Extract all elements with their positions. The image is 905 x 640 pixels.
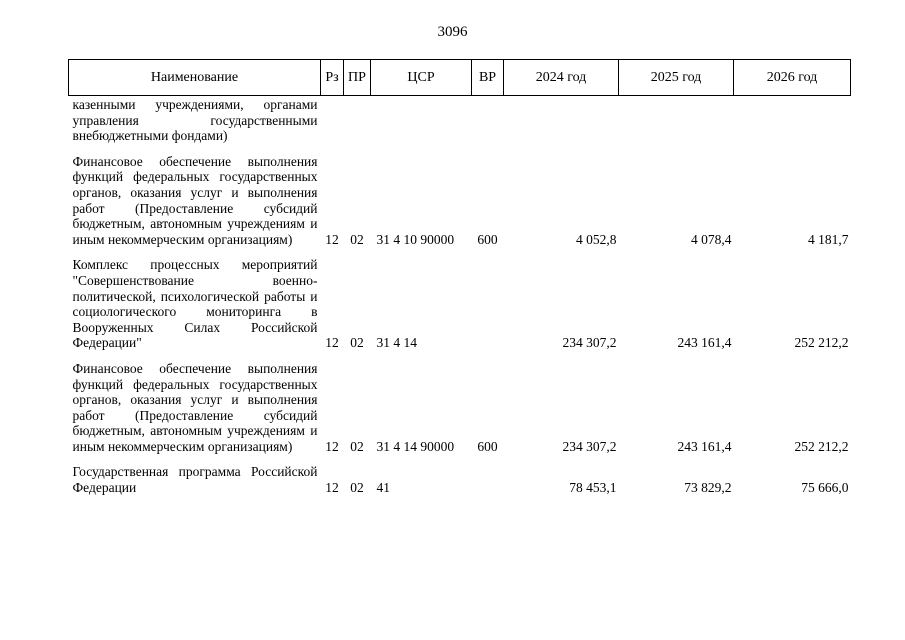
row-2025: 243 161,4 — [677, 438, 732, 454]
header-rz: Рз — [321, 60, 344, 96]
table-row — [69, 361, 851, 455]
row-2026: 75 666,0 — [801, 480, 849, 496]
row-pr: 02 — [350, 335, 364, 351]
row-pr: 02 — [350, 480, 364, 496]
table-row — [69, 464, 851, 495]
row-rz: 12 — [325, 231, 339, 247]
table-row — [69, 257, 851, 351]
row-rz: 12 — [325, 480, 339, 496]
budget-table — [68, 59, 851, 496]
row-2024: 234 307,2 — [562, 438, 617, 454]
row-vr — [472, 464, 504, 495]
row-2026: 4 181,7 — [808, 231, 849, 247]
row-2026 — [734, 96, 851, 144]
row-rz — [321, 96, 344, 144]
row-2024 — [504, 96, 619, 144]
header-2026: 2026 год — [734, 60, 851, 96]
row-vr: 600 — [477, 438, 498, 454]
row-csr: 31 4 10 90000 — [376, 231, 455, 247]
row-2026: 252 212,2 — [794, 438, 849, 454]
row-vr — [472, 96, 504, 144]
row-rz: 12 — [325, 438, 339, 454]
table-row — [69, 96, 851, 144]
row-2025 — [619, 96, 734, 144]
row-csr: 31 4 14 — [376, 335, 417, 351]
row-csr: 41 — [376, 480, 390, 496]
row-csr: 31 4 14 90000 — [376, 438, 455, 454]
row-csr — [371, 96, 472, 144]
row-pr: 02 — [350, 231, 364, 247]
row-name: Финансовое обеспечение выполнения функций федеральных государственных органов, оказания услуг и выполнения работ (Предоставление субсидий бюджетным, автономным учреждениям и иным некоммерческим организациям) — [72, 360, 318, 454]
row-2026: 252 212,2 — [794, 335, 849, 351]
row-2024: 4 052,8 — [576, 231, 617, 247]
row-vr: 600 — [477, 231, 498, 247]
row-name: казенными учреждениями, органами управления государственными внебюджетными фондами) — [72, 97, 318, 144]
row-name: Финансовое обеспечение выполнения функций федеральных государственных органов, оказания услуг и выполнения работ (Предоставление субсидий бюджетным, автономным учреждениям и иным некоммерческим организациям) — [72, 153, 318, 247]
table-row — [69, 154, 851, 248]
row-rz: 12 — [325, 335, 339, 351]
header-csr: ЦСР — [371, 60, 472, 96]
header-2025: 2025 год — [619, 60, 734, 96]
row-2025: 73 829,2 — [684, 480, 732, 496]
row-pr — [344, 96, 371, 144]
header-2024: 2024 год — [504, 60, 619, 96]
header-pr: ПР — [344, 60, 371, 96]
header-vr: ВР — [472, 60, 504, 96]
row-2024: 234 307,2 — [562, 335, 617, 351]
row-name: Комплекс процессных мероприятий "Совершенствование военно-политической, психологической работы и социологического мониторинга в Вооруженных Силах Российской Федерации" — [72, 257, 318, 351]
row-2025: 4 078,4 — [691, 231, 732, 247]
row-name: Государственная программа Российской Федерации — [72, 464, 318, 496]
row-pr: 02 — [350, 438, 364, 454]
row-vr — [472, 257, 504, 351]
page-number: 3096 — [437, 24, 468, 40]
table-header-row — [69, 60, 851, 96]
row-2024: 78 453,1 — [569, 480, 617, 496]
row-2025: 243 161,4 — [677, 335, 732, 351]
header-name: Наименование — [69, 60, 321, 96]
